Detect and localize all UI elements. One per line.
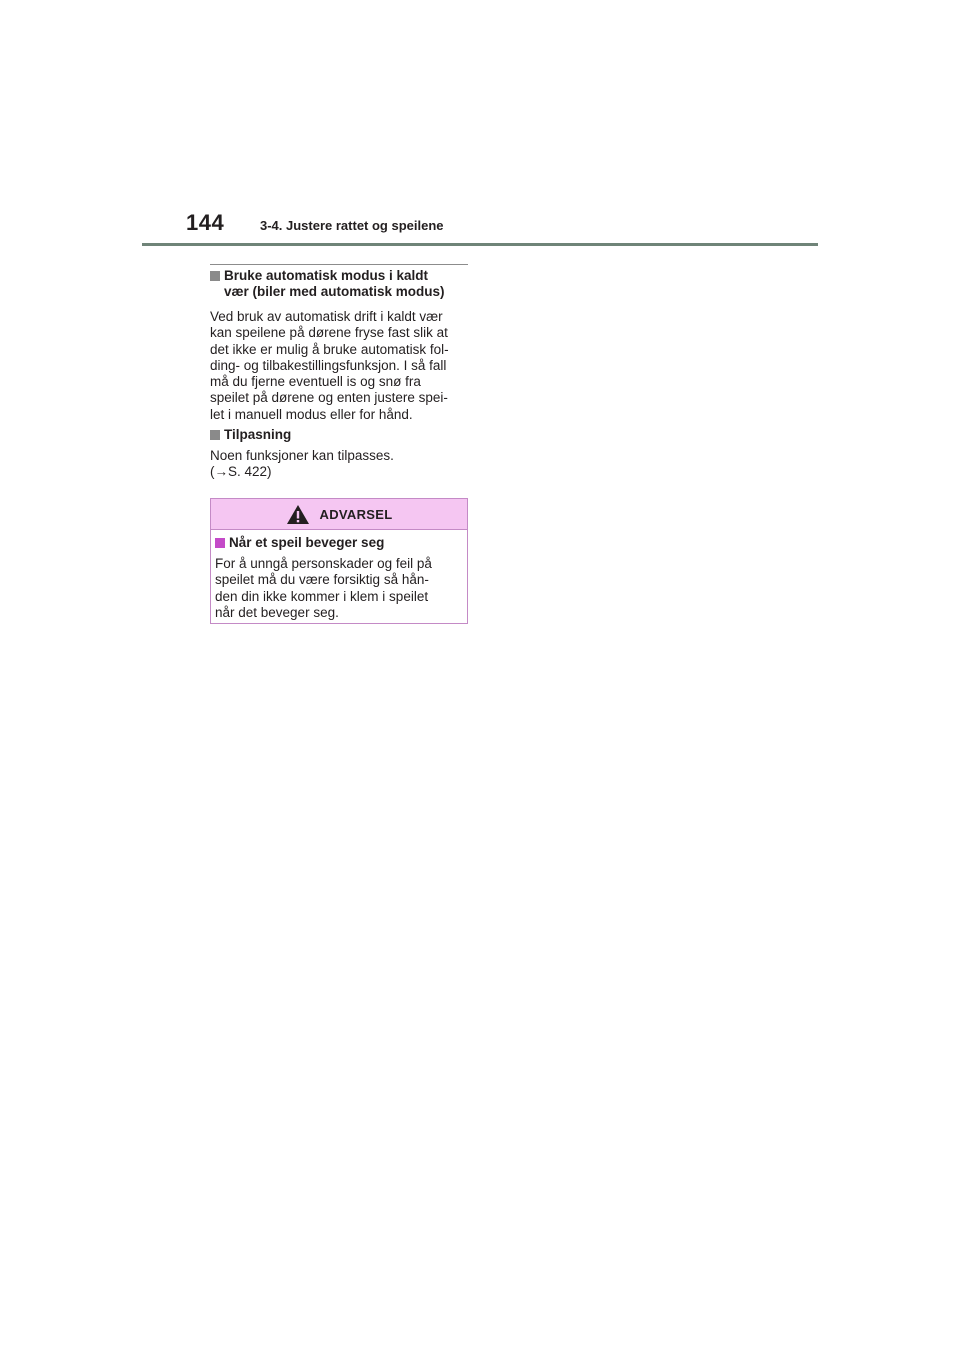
section-heading: Bruke automatisk modus i kaldt vær (biler med automatisk modus) bbox=[210, 268, 472, 300]
section-divider bbox=[210, 264, 468, 265]
warning-text: For å unngå personskader og feil på speilet må du være forsiktig så hån- den din ikke kommer i klem i speilet når det beveger seg. bbox=[215, 556, 432, 620]
page-reference: (→S. 422) bbox=[210, 464, 272, 480]
warning-header bbox=[211, 499, 467, 530]
warning-heading: Når et speil beveger seg bbox=[215, 535, 463, 551]
section-cold-weather bbox=[210, 268, 472, 423]
warning-box bbox=[210, 498, 468, 624]
page-number: 144 bbox=[186, 210, 225, 235]
section-body: Noen funksjoner kan tilpasses. (→S. 422) bbox=[210, 448, 472, 481]
warning-title: ADVARSEL bbox=[319, 506, 393, 522]
square-bullet-icon bbox=[215, 538, 225, 548]
warning-triangle-icon bbox=[286, 504, 310, 525]
warning-body bbox=[211, 530, 467, 621]
section-title: 3-4. Justere rattet og speilene bbox=[260, 218, 444, 233]
square-bullet-icon bbox=[210, 271, 220, 281]
section-body: Ved bruk av automatisk drift i kaldt vær kan speilene på dørene fryse fast slik at det ikke er mulig å bruke automatisk fol- ding- og tilbakestillingsfunksjon. I så fall må du fjerne eventuell is og snø fra speilet på dørene og enten justere spei- let i manuell modus eller for hånd. bbox=[210, 309, 449, 422]
header-rule bbox=[142, 243, 818, 246]
section-customization bbox=[210, 427, 472, 481]
square-bullet-icon bbox=[210, 430, 220, 440]
section-heading: Tilpasning bbox=[210, 427, 472, 443]
